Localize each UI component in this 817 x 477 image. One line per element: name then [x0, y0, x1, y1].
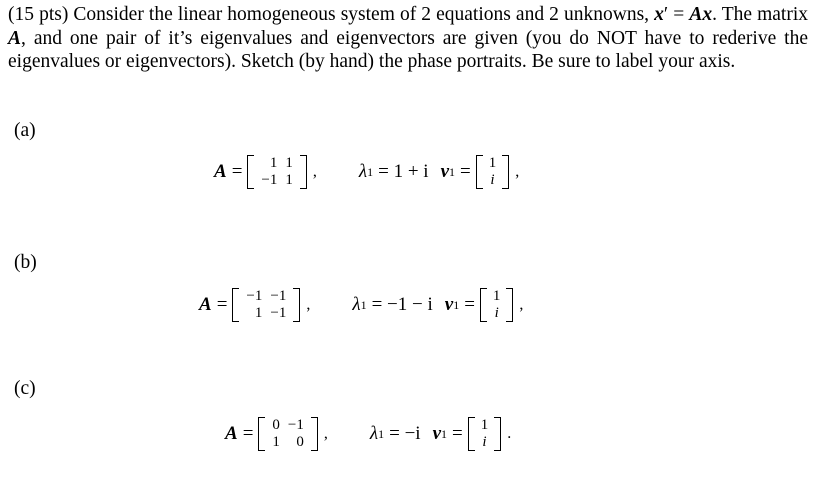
vector-c: [468, 417, 502, 451]
vector-cell: 1: [492, 288, 501, 304]
matrix-cell: 1: [272, 434, 280, 450]
matrix-cell: 1: [285, 172, 293, 188]
lambda-sub: 1: [360, 297, 367, 312]
vector-sub: 1: [449, 164, 456, 179]
vector-label: v: [440, 161, 450, 182]
part-label-b: (b): [14, 252, 37, 273]
var-x2: x: [702, 4, 713, 25]
lambda-sub: 1: [378, 426, 385, 441]
equation-row-a: [214, 155, 519, 189]
vector-cell: i: [494, 305, 499, 321]
comma: ,: [312, 163, 317, 180]
var-A: A: [689, 4, 703, 25]
lambda-value: = −i: [389, 423, 421, 444]
vector-sub: 1: [441, 426, 448, 441]
matrix-cell: 1: [285, 155, 293, 171]
matrix-cell: 1: [254, 305, 263, 321]
lambda-label: λ: [369, 423, 379, 444]
vector-label: v: [444, 294, 454, 315]
lambda-value: = 1 + i: [378, 161, 429, 182]
equals-sign: =: [231, 161, 243, 182]
matrix-cell: 0: [296, 434, 304, 450]
intro-text-1: (15 pts) Consider the linear homogeneous system of 2 equations and 2 unknowns,: [8, 4, 655, 25]
lambda-sub: 1: [367, 164, 374, 179]
lambda-value: = −1 − i: [371, 294, 433, 315]
equals-sign: =: [464, 294, 475, 315]
vector-cell: 1: [488, 155, 497, 171]
part-label-a: (a): [14, 120, 36, 141]
matrix-a: [247, 155, 306, 189]
matrix-cell: −1: [270, 288, 287, 304]
matrix-cell: −1: [246, 288, 263, 304]
vector-sub: 1: [453, 297, 460, 312]
equals-sign: =: [242, 423, 254, 444]
lambda-label: λ: [352, 294, 361, 315]
period: .: [712, 4, 717, 25]
vector-b: [480, 288, 514, 322]
var-A-2: A: [8, 27, 22, 49]
problem-statement: [8, 3, 808, 74]
equation-row-b: [199, 288, 523, 322]
vector-a: [476, 155, 510, 189]
part-label-c: (c): [14, 378, 36, 399]
matrix-cell: 1: [269, 155, 278, 171]
matrix-name: A: [225, 423, 238, 444]
comma: ,: [519, 296, 524, 313]
equals-sign: =: [216, 294, 228, 315]
matrix-cell: −1: [261, 172, 278, 188]
vector-label: v: [432, 423, 442, 444]
intro-text-3: , and one pair of it’s eigenvalues and eigenvectors are given (you do NOT have to rederive the eigenvalues or eigenvectors). Sketch (by hand) the phase portraits. Be sure to label your axis.: [8, 27, 808, 73]
period: .: [507, 425, 512, 442]
matrix-name: A: [199, 294, 212, 315]
comma: ,: [306, 296, 311, 313]
matrix-b: [232, 288, 300, 322]
matrix-name: A: [214, 161, 227, 182]
equals-sign: =: [460, 161, 471, 182]
vector-cell: i: [482, 434, 487, 450]
equals-sign: =: [452, 423, 463, 444]
equation-row-c: [225, 417, 511, 451]
lambda-label: λ: [358, 161, 368, 182]
matrix-cell: −1: [270, 305, 287, 321]
matrix-c: [258, 417, 317, 451]
prime: ′: [663, 4, 669, 25]
matrix-cell: 0: [272, 417, 280, 433]
matrix-cell: −1: [287, 417, 304, 433]
comma: ,: [323, 425, 328, 442]
equals: =: [668, 4, 690, 25]
comma: ,: [515, 163, 520, 180]
vector-cell: 1: [480, 417, 489, 433]
var-x: x: [654, 4, 664, 25]
vector-cell: i: [490, 172, 495, 188]
intro-text-2: The matrix: [721, 4, 809, 25]
